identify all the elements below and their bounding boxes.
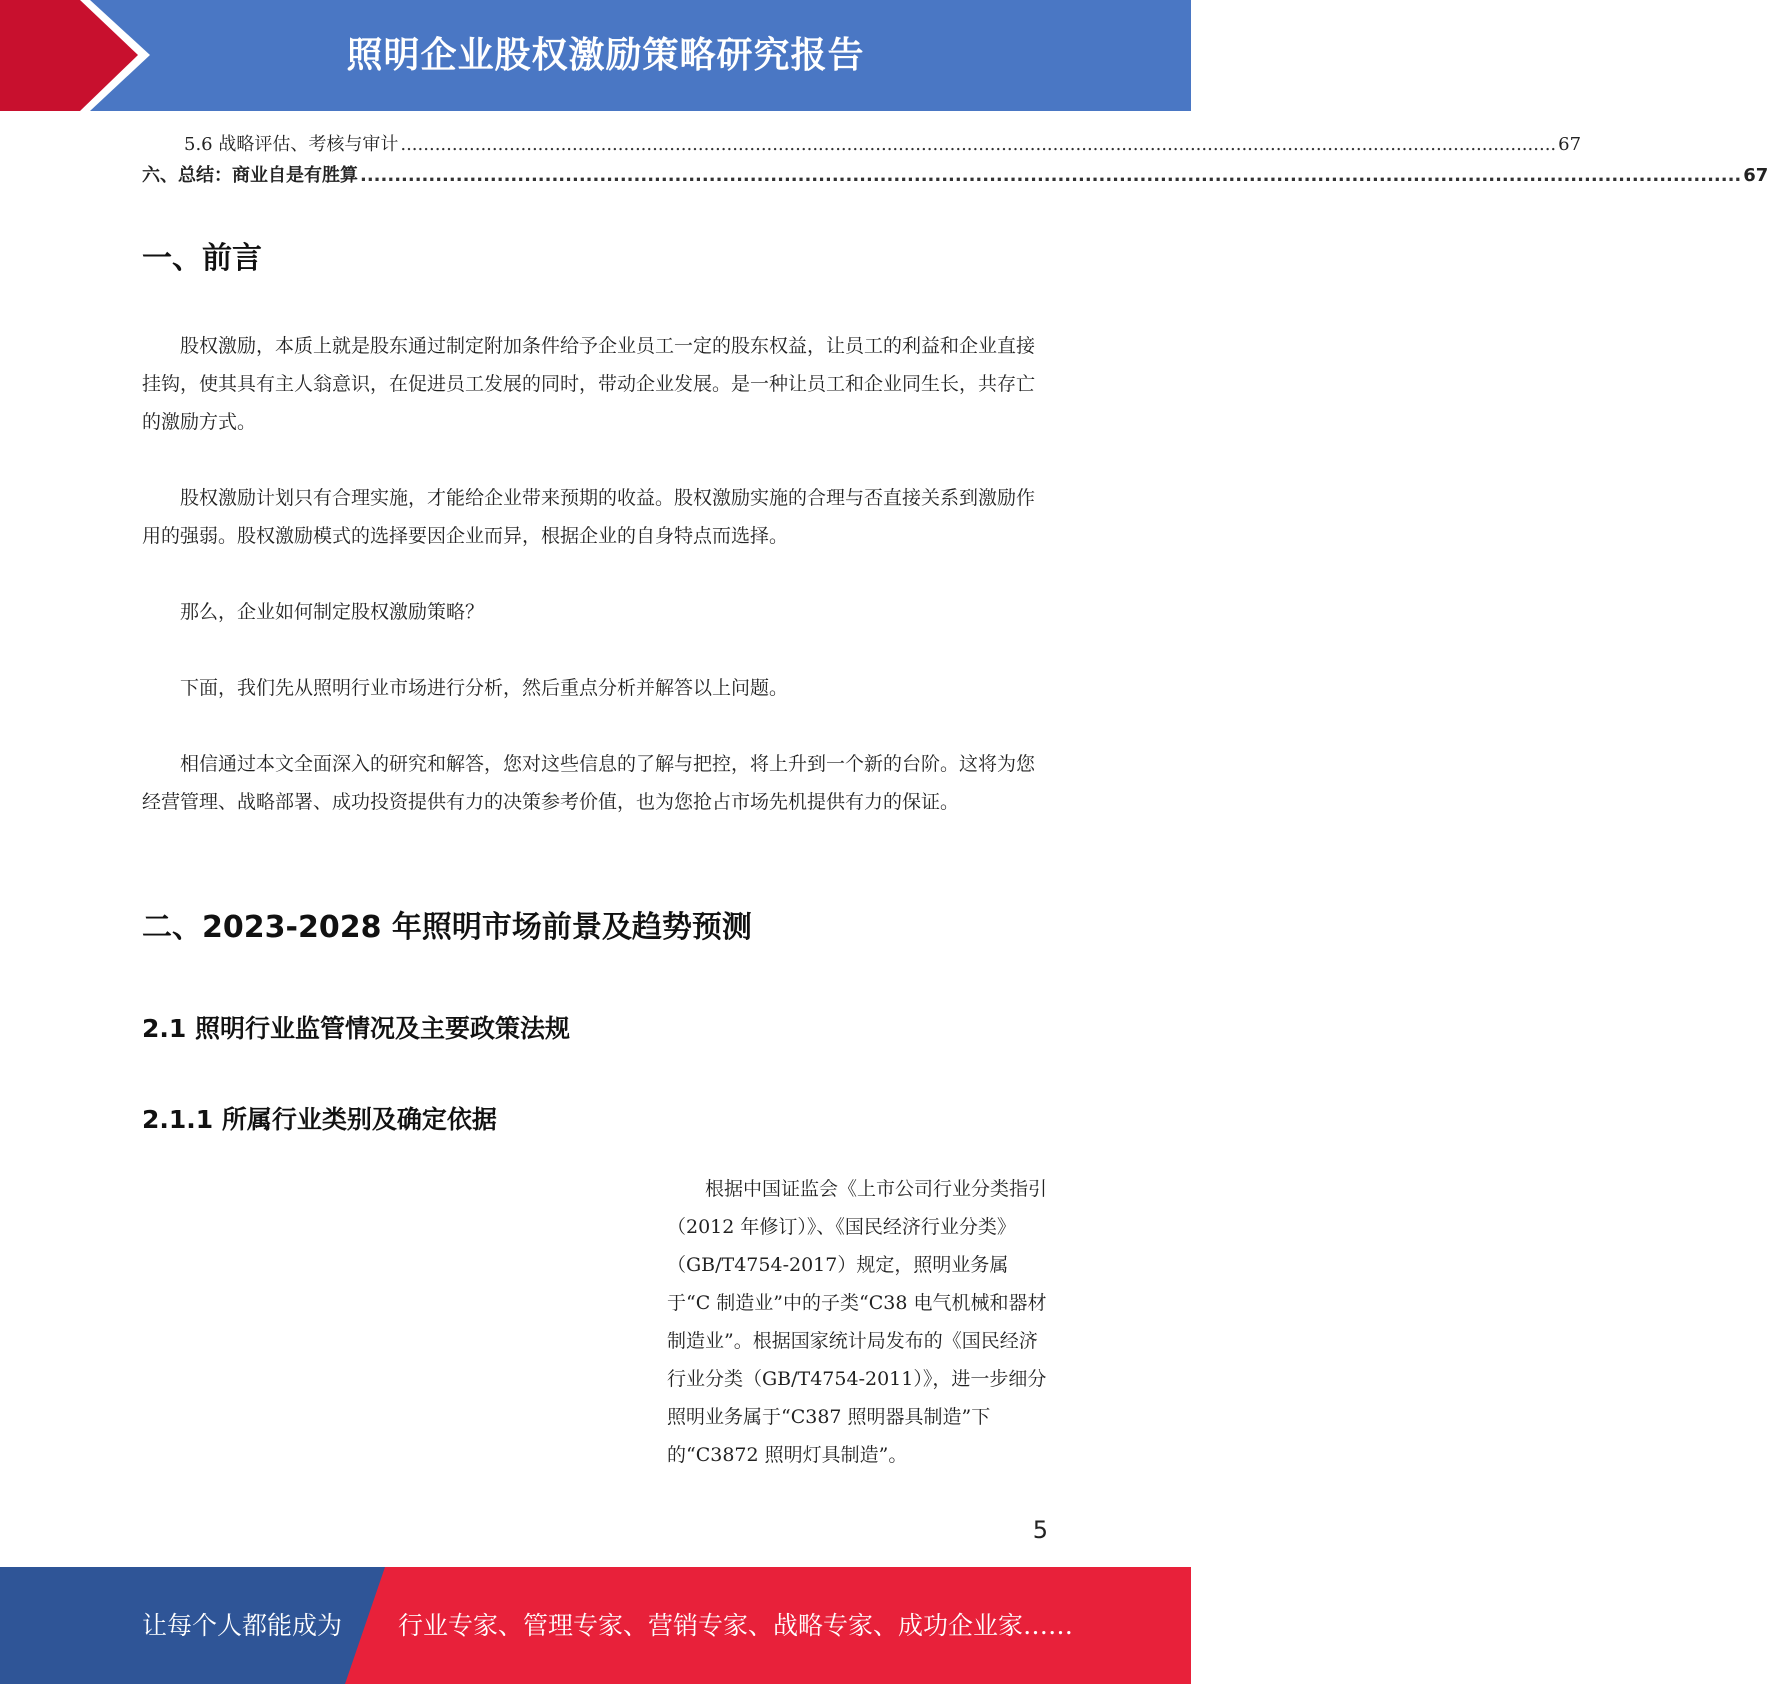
toc-entry-page: 67 — [1743, 165, 1768, 186]
industry-classification-text: 根据中国证监会《上市公司行业分类指引（2012 年修订）》、《国民经济行业分类》（GB/T4754-2017）规定，照明业务属于“C 制造业”中的子类“C38 电气机械和器材制造业”。根据国家统计局发布的《国民经济行业分类（GB/T4754-2011）》，进一步细分照明业务属于“C387 照明器具制造”下的“C3872 照明灯具制造”。 — [667, 1178, 1048, 1466]
toc-entry[interactable] — [142, 161, 1768, 189]
subsection-heading-industry-category: 2.1.1 所属行业类别及确定依据 — [142, 1105, 497, 1134]
footer-slogan-left: 让每个人都能成为 — [142, 1611, 343, 1640]
page-header — [0, 0, 1191, 111]
subsection-heading-regulation: 2.1 照明行业监管情况及主要政策法规 — [142, 1014, 570, 1043]
toc-leader-dots: .......................................................................................................................................................................................................... — [360, 165, 1742, 186]
section-heading-preface: 一、前言 — [142, 241, 262, 276]
toc-entry[interactable] — [142, 130, 1582, 158]
page-footer — [0, 1567, 1191, 1684]
page-number: 5 — [1032, 1516, 1048, 1544]
section-heading-market-forecast: 二、2023-2028 年照明市场前景及趋势预测 — [142, 910, 752, 945]
paragraph: 股权激励计划只有合理实施，才能给企业带来预期的收益。股权激励实施的合理与否直接关系到激励作用的强弱。股权激励模式的选择要因企业而异，根据企业的自身特点而选择。 — [142, 487, 1036, 547]
paragraph: 那么，企业如何制定股权激励策略？ — [180, 601, 485, 623]
paragraph: 相信通过本文全面深入的研究和解答，您对这些信息的了解与把控，将上升到一个新的台阶。这将为您经营管理、战略部署、成功投资提供有力的决策参考价值，也为您抢占市场先机提供有力的保证。 — [142, 753, 1036, 813]
toc-entry-page: 67 — [1558, 134, 1582, 155]
paragraph: 下面，我们先从照明行业市场进行分析，然后重点分析并解答以上问题。 — [180, 677, 789, 699]
toc-entry-label: 5.6 战略评估、考核与审计 — [184, 134, 399, 155]
toc-leader-dots: .......................................................................................................................................................................................................... — [400, 134, 1557, 155]
toc-entry-label: 六、总结：商业自是有胜算 — [142, 165, 358, 186]
paragraph: 股权激励，本质上就是股东通过制定附加条件给予企业员工一定的股东权益，让员工的利益和企业直接挂钩，使其具有主人翁意识，在促进员工发展的同时，带动企业发展。是一种让员工和企业同生长，共存亡的激励方式。 — [142, 335, 1036, 433]
header-title: 照明企业股权激励策略研究报告 — [346, 35, 865, 76]
footer-slogan-right: 行业专家、管理专家、营销专家、战略专家、成功企业家…… — [398, 1611, 1074, 1640]
